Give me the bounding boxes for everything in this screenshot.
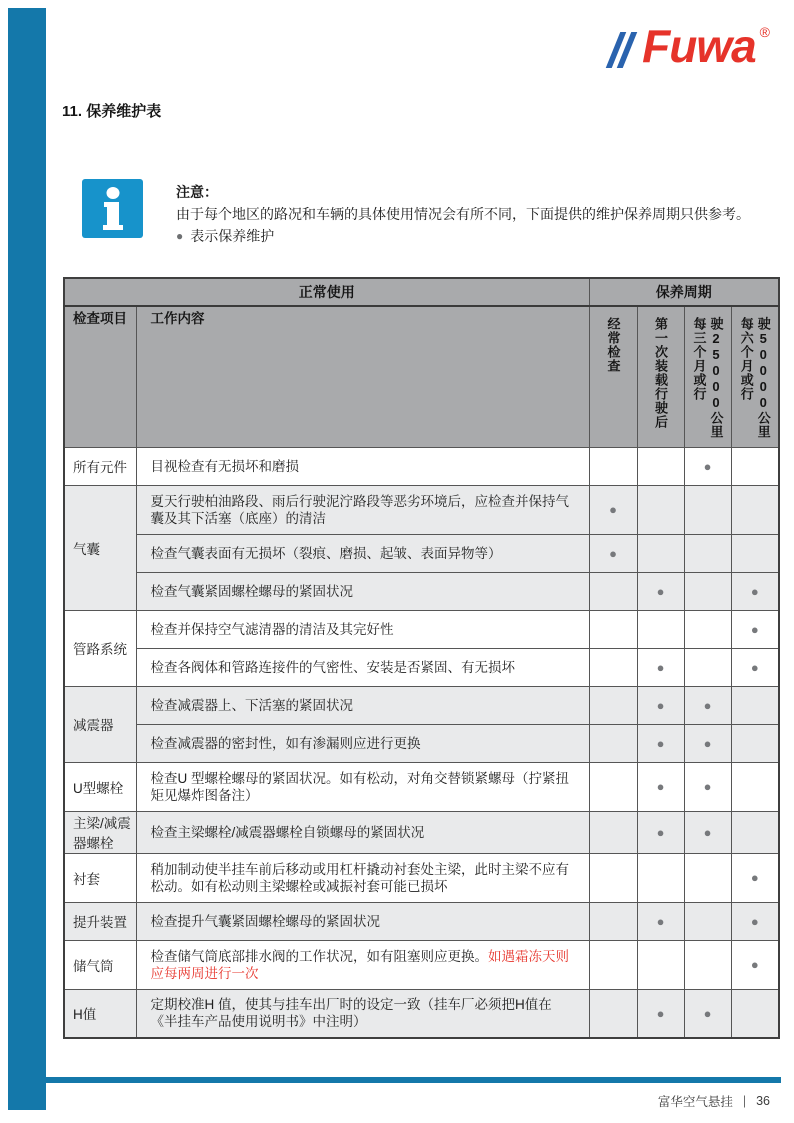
mark-cell [589, 940, 637, 989]
registered-trademark-symbol: ® [759, 24, 770, 40]
mark-cell [684, 572, 731, 610]
mark-cell [589, 853, 637, 902]
table-row [64, 572, 779, 610]
work-content-cell: 检查减震器上、下活塞的紧固状况 [136, 686, 589, 724]
check-item-label: 气囊 [64, 485, 136, 610]
mark-cell [684, 534, 731, 572]
mark-cell: ● [684, 762, 731, 811]
mark-cell: ● [731, 610, 779, 648]
table-header-columns [64, 306, 779, 447]
table-row [64, 447, 779, 485]
section-title: 11. 保养维护表 [62, 103, 162, 120]
mark-cell: ● [589, 534, 637, 572]
mark-cell [731, 762, 779, 811]
mark-cell [637, 534, 684, 572]
col-header-check-item: 检查项目 [64, 306, 136, 447]
work-content-cell: 检查减震器的密封性，如有渗漏则应进行更换 [136, 724, 589, 762]
work-content-cell: 检查储气筒底部排水阀的工作状况，如有阻塞则应更换。如遇霜冻天则应每两周进行一次 [136, 940, 589, 989]
logo-brand-text: Fuwa [642, 20, 756, 72]
mark-cell [731, 724, 779, 762]
mark-cell: ● [589, 485, 637, 534]
mark-cell [731, 447, 779, 485]
mark-cell: ● [684, 686, 731, 724]
work-content-cell: 检查提升气囊紧固螺栓螺母的紧固状况 [136, 902, 589, 940]
mark-cell: ● [637, 724, 684, 762]
col-header-work-content: 工作内容 [136, 306, 589, 447]
mark-cell [589, 811, 637, 853]
page-number: 36 [756, 1094, 770, 1108]
legend-text: 表示保养维护 [190, 228, 275, 244]
check-item-label: 管路系统 [64, 610, 136, 686]
mark-cell [637, 485, 684, 534]
notice-block [82, 179, 750, 247]
work-content-cell: 检查气囊表面有无损坏（裂痕、磨损、起皱、表面异物等） [136, 534, 589, 572]
footer-rule [44, 1077, 781, 1083]
col-header-regular-check: 经常检查 [589, 306, 637, 447]
header-normal-use: 正常使用 [64, 278, 589, 306]
logo-slashes-icon [613, 32, 635, 68]
mark-cell [684, 610, 731, 648]
mark-cell: ● [637, 989, 684, 1038]
check-item-label: 减震器 [64, 686, 136, 762]
mark-cell [684, 648, 731, 686]
work-content-cell: 定期校准H 值，使其与挂车出厂时的设定一致（挂车厂必须把H值在《半挂车产品使用说明书》中注明） [136, 989, 589, 1038]
table-row [64, 902, 779, 940]
work-content-cell: 夏天行驶柏油路段、雨后行驶泥泞路段等恶劣环境后，应检查并保持气囊及其下活塞（底座）的清洁 [136, 485, 589, 534]
mark-cell [684, 940, 731, 989]
check-item-label: 衬套 [64, 853, 136, 902]
mark-cell [589, 572, 637, 610]
check-item-label: 主梁/减震器螺栓 [64, 811, 136, 853]
table-row [64, 485, 779, 534]
notice-text [176, 179, 750, 247]
frost-warning-text: 如遇霜冻天则应每两周进行一次 [150, 948, 569, 981]
legend-bullet-icon: ● [176, 229, 184, 243]
mark-cell [731, 534, 779, 572]
table-row [64, 940, 779, 989]
mark-cell: ● [684, 724, 731, 762]
table-row [64, 610, 779, 648]
col-header-every-3-months-25000km: 每三个月或行 驶25000公里 [684, 306, 731, 447]
check-item-label: 储气筒 [64, 940, 136, 989]
work-content-cell: 检查并保持空气滤清器的清洁及其完好性 [136, 610, 589, 648]
col-header-after-first-load: 第一次装载行驶后 [637, 306, 684, 447]
mark-cell [731, 485, 779, 534]
mark-cell [731, 811, 779, 853]
table-row [64, 811, 779, 853]
mark-cell: ● [637, 648, 684, 686]
footer-brand: 富华空气悬挂 [657, 1095, 733, 1109]
mark-cell: ● [731, 572, 779, 610]
table-row [64, 686, 779, 724]
mark-cell: ● [637, 902, 684, 940]
table-row [64, 853, 779, 902]
footer-separator: | [742, 1094, 747, 1108]
mark-cell [637, 610, 684, 648]
mark-cell [684, 902, 731, 940]
legend-row [176, 225, 750, 247]
mark-cell: ● [637, 762, 684, 811]
notice-body: 由于每个地区的路况和车辆的具体使用情况会有所不同，下面提供的维护保养周期只供参考。 [176, 206, 750, 222]
mark-cell: ● [684, 811, 731, 853]
check-item-label: H值 [64, 989, 136, 1038]
header-maintenance-period: 保养周期 [589, 278, 779, 306]
mark-cell: ● [637, 572, 684, 610]
work-content-cell: 检查U 型螺栓螺母的紧固状况。如有松动，对角交替锁紧螺母（拧紧扭矩见爆炸图备注） [136, 762, 589, 811]
fuwa-logo [613, 22, 770, 70]
mark-cell: ● [637, 686, 684, 724]
mark-cell [731, 686, 779, 724]
work-content-cell: 目视检查有无损坏和磨损 [136, 447, 589, 485]
notice-heading: 注意： [176, 184, 218, 200]
mark-cell [684, 485, 731, 534]
mark-cell: ● [731, 940, 779, 989]
mark-cell: ● [731, 902, 779, 940]
mark-cell: ● [684, 447, 731, 485]
work-content-cell: 稍加制动使半挂车前后移动或用杠杆撬动衬套处主梁，此时主梁不应有松动。如有松动则主梁螺栓或减振衬套可能已损坏 [136, 853, 589, 902]
mark-cell [637, 940, 684, 989]
mark-cell [589, 610, 637, 648]
footer [658, 1092, 770, 1110]
mark-cell [589, 648, 637, 686]
mark-cell: ● [637, 811, 684, 853]
maintenance-table [63, 277, 780, 1039]
work-content-cell: 检查气囊紧固螺栓螺母的紧固状况 [136, 572, 589, 610]
mark-cell [589, 902, 637, 940]
mark-cell: ● [731, 648, 779, 686]
mark-cell [589, 989, 637, 1038]
info-icon [82, 179, 143, 238]
table-row [64, 534, 779, 572]
check-item-label: 提升装置 [64, 902, 136, 940]
col-header-every-6-months-50000km: 每六个月或行 驶50000公里 [731, 306, 779, 447]
work-content-cell: 检查主梁螺栓/减震器螺栓自锁螺母的紧固状况 [136, 811, 589, 853]
mark-cell [589, 686, 637, 724]
left-accent-bar [8, 8, 46, 1110]
check-item-label: 所有元件 [64, 447, 136, 485]
mark-cell [637, 853, 684, 902]
mark-cell: ● [684, 989, 731, 1038]
mark-cell [589, 762, 637, 811]
table-row [64, 989, 779, 1038]
table-row [64, 762, 779, 811]
mark-cell: ● [731, 853, 779, 902]
check-item-label: U型螺栓 [64, 762, 136, 811]
mark-cell [589, 447, 637, 485]
mark-cell [589, 724, 637, 762]
work-content-cell: 检查各阀体和管路连接件的气密性、安装是否紧固、有无损坏 [136, 648, 589, 686]
mark-cell [731, 989, 779, 1038]
mark-cell [637, 447, 684, 485]
table-header-top [64, 278, 779, 306]
mark-cell [684, 853, 731, 902]
table-row [64, 724, 779, 762]
table-row [64, 648, 779, 686]
